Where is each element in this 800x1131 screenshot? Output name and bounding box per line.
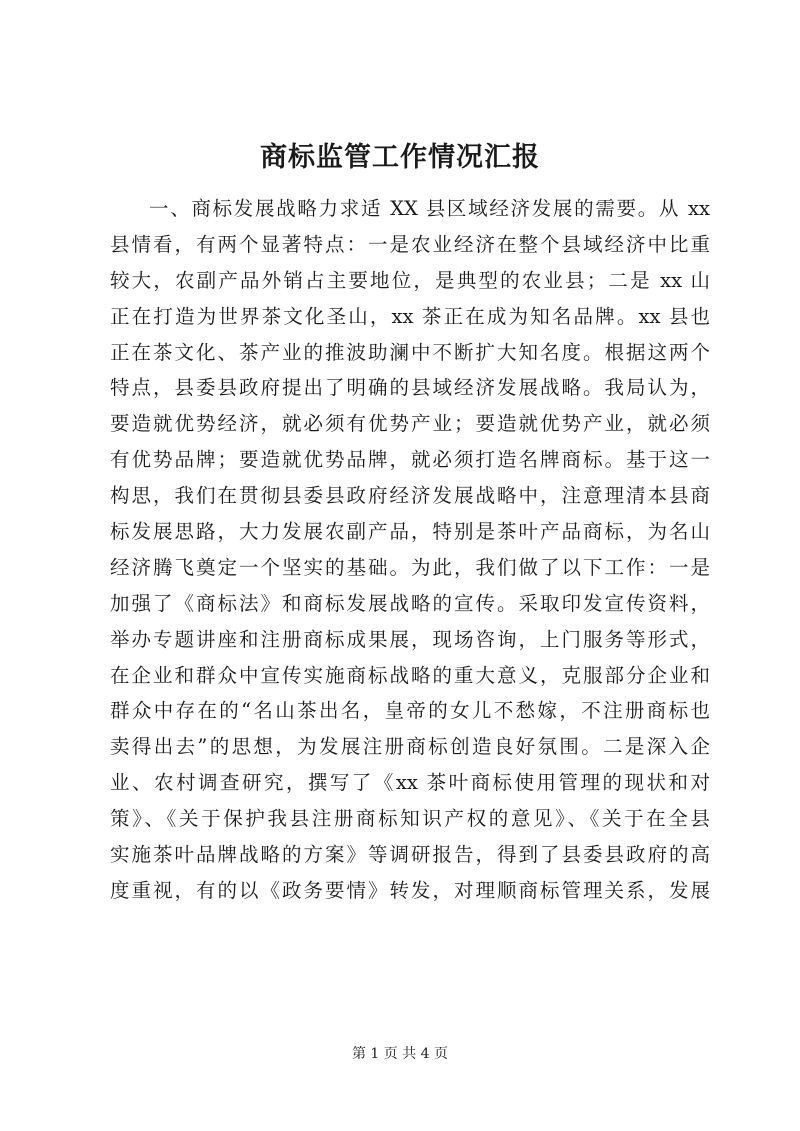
body-line: 县情看，有两个显著特点：一是农业经济在整个县域经济中比重 bbox=[110, 232, 710, 256]
body-line: 有优势品牌；要造就优势品牌，就必须打造名牌商标。基于这一 bbox=[110, 448, 710, 472]
document-title: 商标监管工作情况汇报 bbox=[260, 142, 540, 173]
body-line: 正在茶文化、茶产业的推波助澜中不断扩大知名度。根据这两个 bbox=[110, 340, 710, 364]
body-line: 经济腾飞奠定一个坚实的基础。为此，我们做了以下工作：一是 bbox=[110, 555, 710, 579]
body-line: 度重视，有的以《政务要情》转发，对理顺商标管理关系，发展 bbox=[110, 878, 710, 902]
document-body bbox=[110, 191, 710, 909]
body-line: 业、农村调查研究，撰写了《xx 茶叶商标使用管理的现状和对 bbox=[110, 771, 710, 795]
body-line: 一、商标发展战略力求适 XX 县区域经济发展的需要。从 xx bbox=[149, 197, 710, 220]
body-line: 构思，我们在贯彻县委县政府经济发展战略中，注意理清本县商 bbox=[110, 484, 710, 508]
body-line: 举办专题讲座和注册商标成果展，现场咨询，上门服务等形式， bbox=[110, 627, 710, 651]
body-line: 正在打造为世界茶文化圣山，xx 茶正在成为知名品牌。xx 县也 bbox=[110, 304, 710, 328]
body-line: 策》、《关于保护我县注册商标知识产权的意见》、《关于在全县 bbox=[110, 807, 710, 831]
page-number-footer: 第 1 页 共 4 页 bbox=[351, 1046, 449, 1062]
body-line: 要造就优势经济，就必须有优势产业；要造就优势产业，就必须 bbox=[110, 412, 710, 436]
body-line: 加强了《商标法》和商标发展战略的宣传。采取印发宣传资料， bbox=[110, 591, 710, 615]
body-line: 较大，农副产品外销占主要地位，是典型的农业县；二是 xx 山 bbox=[110, 268, 710, 292]
body-line: 在企业和群众中宣传实施商标战略的重大意义，克服部分企业和 bbox=[110, 663, 710, 687]
body-line: 卖得出去”的思想，为发展注册商标创造良好氛围。二是深入企 bbox=[110, 735, 710, 759]
body-line: 标发展思路，大力发展农副产品，特别是茶叶产品商标，为名山 bbox=[110, 520, 710, 544]
body-line: 特点，县委县政府提出了明确的县域经济发展战略。我局认为， bbox=[110, 376, 710, 400]
body-line: 群众中存在的“名山茶出名，皇帝的女儿不愁嫁，不注册商标也 bbox=[110, 699, 710, 723]
body-line: 实施茶叶品牌战略的方案》等调研报告，得到了县委县政府的高 bbox=[110, 843, 710, 867]
